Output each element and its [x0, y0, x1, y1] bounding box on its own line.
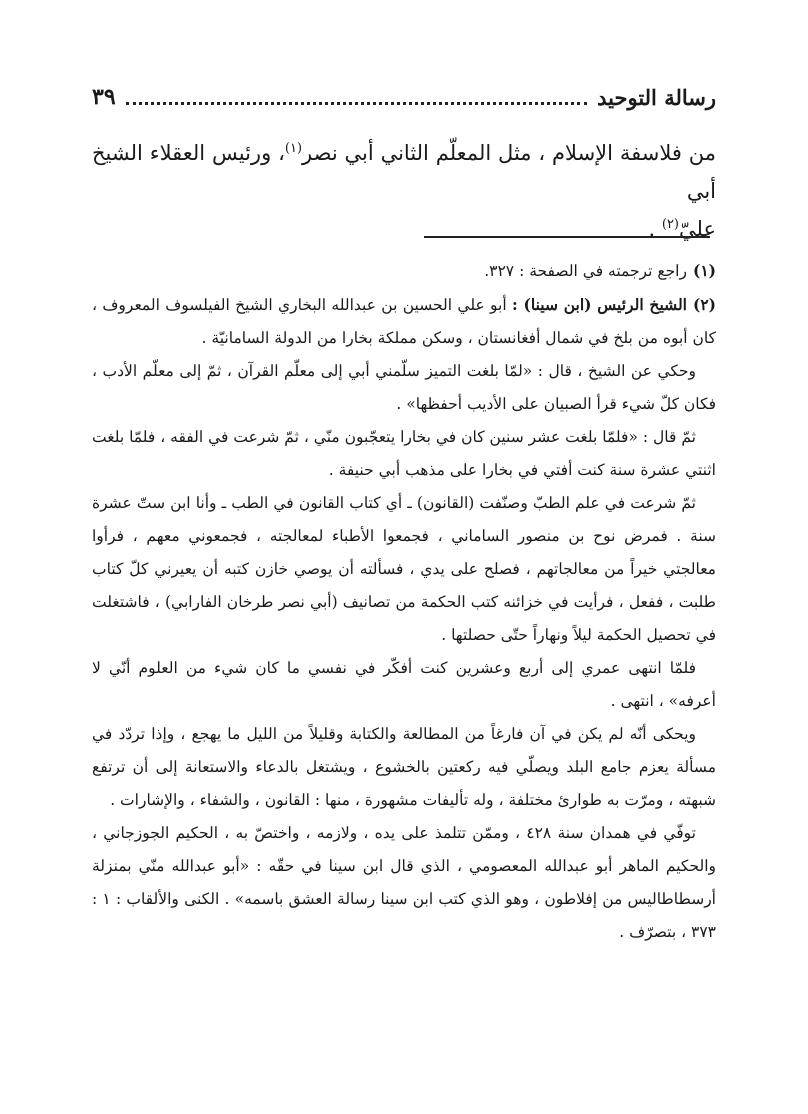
main-line-1: [92, 134, 716, 210]
footnote-2: [92, 288, 716, 355]
footnote-paragraph: ثمّ شرعت في علم الطبّ وصنّفت (القانون) ـ أي كتاب القانون في الطب ـ وأنا ابن ستّ عشرة سنة . فمرض نوح بن منصور الساماني ، فجمعوا الأطباء لمعالجته ، فجمعوني معهم ، فرأوا معالجتي خيراً من معالجاتهم ، فصلح على يدي ، فسألته أن يوصي خازن كتبه أن يعيرني كلّ كتاب طلبت ، ففعل ، فرأيت في خزائنه كتب الحكمة من تصانيف (أبي نصر طرخان الفارابي) ، فاشتغلت في تحصيل الحكمة ليلاً ونهاراً حتّى حصلتها .: [92, 494, 716, 644]
footnote-separator: [424, 236, 710, 238]
main-text-segment: عليّ: [679, 217, 716, 241]
main-text-segment: من فلاسفة الإسلام ، مثل المعلّم الثاني أبي نصر: [302, 141, 717, 165]
running-title: رسالة التوحيد: [597, 84, 716, 110]
footnote-number: (٢): [692, 295, 716, 314]
footnote-lead: الشيخ الرئيس (ابن سينا) :: [512, 295, 687, 314]
footnote-1: [92, 254, 716, 288]
footnote-paragraph: ويحكى أنّه لم يكن في آن فارغاً من المطالعة والكتابة وقليلاً من الليل ما يهجع ، وإذا تردّد في مسألة يعزم جامع البلد ويصلّي فيه ركعتين بالخشوع ، ويشتغل بالدعاء والاستعانة إلى أن ترتفع شبهته ، ومرّت به طوارئ مختلفة ، وله تأليفات مشهورة ، منها : القانون ، والشفاء ، والإشارات .: [92, 725, 716, 809]
footnote-paragraph: وحكي عن الشيخ ، قال : «لمّا بلغت التميز سلّمني أبي إلى معلّم القرآن ، ثمّ إلى معلّم الأدب ، فكان كلّ شيء قرأ الصبيان على الأديب أحفظها» .: [92, 362, 716, 413]
main-text-segment: ، ورئيس العقلاء الشيخ أبي: [92, 141, 716, 203]
footnotes: [92, 254, 716, 949]
footnote-paragraph: ثمّ قال : «فلمّا بلغت عشر سنين كان في بخارا يتعجّبون منّي ، ثمّ شرعت في الفقه ، فلمّا بلغت اثنتي عشرة سنة كنت أفتي في بخارا على مذهب أبي حنيفة .: [92, 428, 716, 479]
page-number: ٣٩: [92, 84, 116, 110]
main-text: [92, 134, 716, 248]
footnote-text: راجع ترجمته في الصفحة : ٣٢٧.: [484, 262, 687, 280]
main-line-2: [92, 210, 716, 248]
footnote-paragraph: فلمّا انتهى عمري إلى أربع وعشرين كنت أفكّر في نفسي ما كان شيء من العلوم أنّي لا أعرفه» ، انتهى .: [92, 659, 716, 710]
footnote-text: أبو علي الحسين بن عبدالله البخاري الشيخ الفيلسوف المعروف ، كان أبوه من بلخ في شمال أفغانستان ، وسكن مملكة بخارا من الدولة السامانيّة .: [92, 296, 716, 347]
dot-leader: [126, 102, 587, 105]
footnote-number: (١): [692, 261, 716, 280]
main-text-segment: .: [648, 217, 656, 241]
footnote-ref-2[interactable]: (٢): [661, 217, 679, 232]
footnote-ref-1[interactable]: (١): [284, 141, 303, 156]
footnote-paragraph: توفّي في همدان سنة ٤٢٨ ، وممّن تتلمذ على يده ، ولازمه ، واختصّ به ، الحكيم الجوزجاني ، والحكيم الماهر أبو عبدالله المعصومي ، الذي قال ابن سينا في حقّه : «أبو عبدالله منّي بمنزلة أرسطاطاليس من إفلاطون ، وهو الذي كتب ابن سينا رسالة العشق باسمه» . الكنى والألقاب : ١ : ٣٧٣ ، بتصرّف .: [92, 824, 716, 941]
running-header: [92, 80, 716, 114]
